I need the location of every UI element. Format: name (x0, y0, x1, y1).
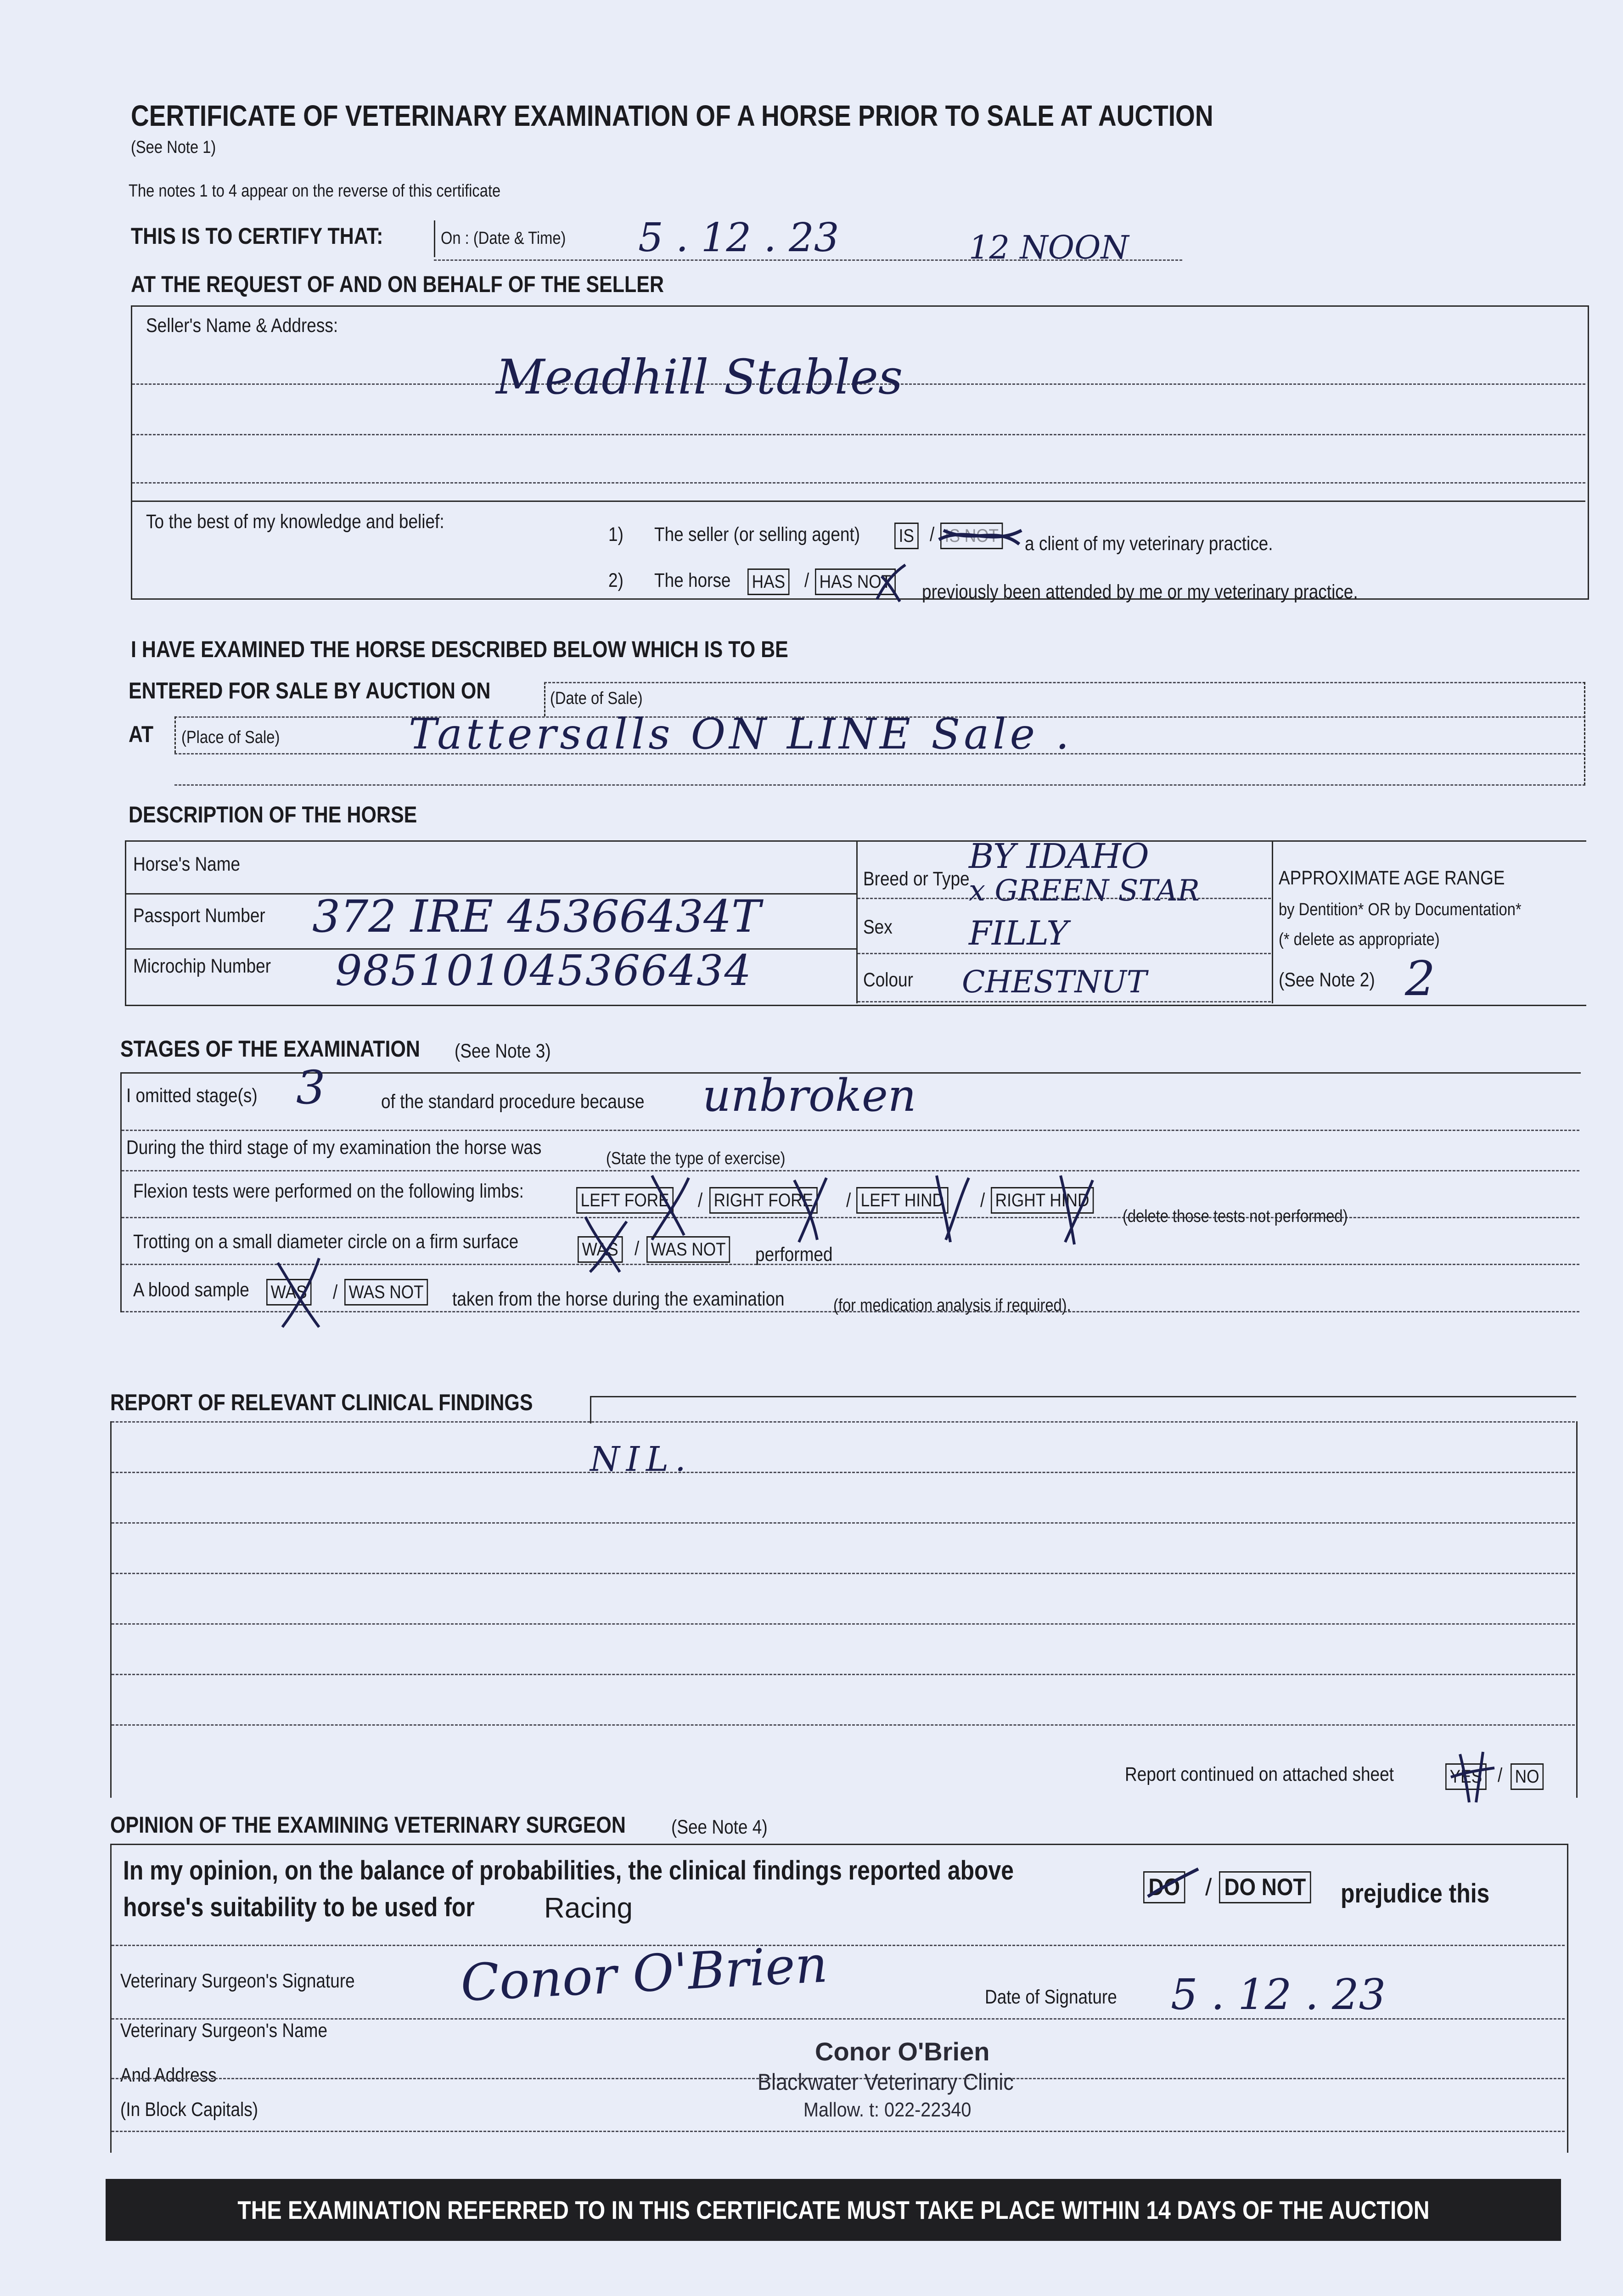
limb-right-fore[interactable]: RIGHT FORE (709, 1187, 818, 1214)
sex-line (858, 953, 1271, 954)
sale-heading-2: ENTERED FOR SALE BY AUCTION ON (129, 678, 491, 703)
sale-bottom-line (174, 784, 1585, 786)
report-heading: REPORT OF RELEVANT CLINICAL FINDINGS (110, 1390, 533, 1415)
colour-line (858, 1001, 1271, 1002)
report-line-7 (112, 1724, 1575, 1726)
breed-line-1[interactable]: BY IDAHO (969, 837, 1149, 876)
report-continued-label: Report continued on attached sheet (1125, 1763, 1394, 1785)
sale-date-top-line (544, 682, 1585, 683)
limb-left-fore[interactable]: LEFT FORE (576, 1187, 674, 1214)
passport-value[interactable]: 372 IRE 45366434T (312, 891, 761, 942)
opinion-see-note: (See Note 4) (671, 1816, 768, 1838)
horse-name-label: Horse's Name (133, 853, 241, 875)
omitted-because: of the standard procedure because (381, 1091, 645, 1113)
stages-line-1 (122, 1130, 1579, 1131)
sex-label: Sex (863, 916, 893, 938)
vet-block-capitals-label: (In Block Capitals) (120, 2099, 258, 2121)
description-right-divider (1272, 840, 1273, 1003)
omitted-reason-value[interactable]: unbroken (702, 1070, 916, 1121)
horse-has-option[interactable]: HAS (747, 568, 790, 595)
age-range-note: (See Note 2) (1279, 969, 1375, 991)
stages-line-3 (122, 1217, 1579, 1218)
stages-line-4 (122, 1264, 1579, 1265)
report-finding-value[interactable]: NIL. (590, 1440, 692, 1479)
seller-name-label: Seller's Name & Address: (146, 315, 338, 337)
trot-slash: / (635, 1238, 640, 1260)
sale-place-divider (174, 716, 176, 753)
age-range-heading: APPROXIMATE AGE RANGE (1279, 867, 1505, 889)
certify-date-value[interactable]: 5 . 12 . 23 (638, 215, 839, 261)
report-line-2 (112, 1472, 1575, 1473)
microchip-label: Microchip Number (133, 955, 271, 977)
report-yes-option[interactable]: YES (1445, 1763, 1487, 1790)
knowledge-item-2-num: 2) (608, 569, 623, 591)
blood-label: A blood sample (133, 1279, 249, 1301)
stages-heading: STAGES OF THE EXAMINATION (120, 1036, 420, 1062)
certify-label: THIS IS TO CERTIFY THAT: (131, 223, 383, 249)
opinion-slash: / (1205, 1874, 1212, 1901)
stamp-clinic: Blackwater Veterinary Clinic (758, 2069, 1014, 2095)
opinion-do-option[interactable]: DO (1143, 1871, 1185, 1903)
opinion-use-value[interactable]: Racing (544, 1892, 633, 1924)
third-stage-label: During the third stage of my examination the horse was (126, 1137, 542, 1159)
report-top-right-line (590, 1396, 1576, 1397)
horse-has-not-option[interactable]: HAS NOT (815, 568, 896, 595)
sale-date-label: (Date of Sale) (550, 689, 643, 708)
breed-label: Breed or Type (863, 868, 970, 890)
trotting-label: Trotting on a small diameter circle on a firm surface (133, 1231, 519, 1253)
report-line-4 (112, 1573, 1575, 1574)
opinion-heading: OPINION OF THE EXAMINING VETERINARY SURGEON (110, 1812, 626, 1838)
sex-value[interactable]: FILLY (969, 914, 1068, 952)
limb-slash-2: / (846, 1189, 851, 1211)
seller-heading: AT THE REQUEST OF AND ON BEHALF OF THE SELLER (131, 271, 664, 297)
footer-banner (106, 2179, 1561, 2241)
date-signature-value[interactable]: 5 . 12 . 23 (1171, 1970, 1386, 2019)
opinion-line-1: In my opinion, on the balance of probabilities, the clinical findings reported above (123, 1856, 1014, 1885)
flexion-note: (delete those tests not performed) (1123, 1207, 1348, 1226)
limb-slash-1: / (698, 1189, 703, 1211)
knowledge-item-2-suffix: previously been attended by me or my veterinary practice. (922, 581, 1358, 603)
seller-is-not-option[interactable]: IS NOT (940, 523, 1003, 549)
opinion-line-1-suffix: prejudice this (1341, 1879, 1490, 1908)
footer-banner-text: THE EXAMINATION REFERRED TO IN THIS CERTIFICATE MUST TAKE PLACE WITHIN 14 DAYS OF THE AUCTION (237, 2195, 1430, 2224)
knowledge-label: To the best of my knowledge and belief: (146, 511, 444, 533)
report-box (110, 1421, 1578, 1798)
title-see-note: (See Note 1) (131, 138, 216, 157)
trot-suffix: performed (755, 1244, 833, 1266)
certificate-title: CERTIFICATE OF VETERINARY EXAMINATION OF A HORSE PRIOR TO SALE AT AUCTION (131, 99, 1213, 132)
opinion-line-sep-1 (112, 1945, 1565, 1946)
third-stage-note: (State the type of exercise) (606, 1149, 786, 1168)
blood-was-option[interactable]: WAS (266, 1279, 311, 1306)
opinion-do-not-option[interactable]: DO NOT (1219, 1871, 1311, 1903)
trot-was-option[interactable]: WAS (578, 1236, 623, 1263)
trot-was-not-option[interactable]: WAS NOT (646, 1236, 730, 1263)
limb-slash-3: / (980, 1189, 985, 1211)
omitted-label: I omitted stage(s) (126, 1085, 258, 1107)
knowledge-item-1-suffix: a client of my veterinary practice. (1025, 533, 1273, 555)
report-line-1 (112, 1421, 1575, 1423)
notes-line: The notes 1 to 4 appear on the reverse of this certificate (129, 181, 501, 201)
sale-heading-1: I HAVE EXAMINED THE HORSE DESCRIBED BELOW WHICH IS TO BE (131, 636, 788, 662)
signature-value[interactable]: Conor O'Brien (459, 1935, 829, 2013)
age-value[interactable]: 2 (1405, 951, 1436, 1007)
stamp-name: Conor O'Brien (815, 2037, 990, 2066)
opinion-line-sep-2 (112, 2018, 1565, 2020)
seller-name-value[interactable]: Meadhill Stables (496, 349, 903, 405)
signature-label: Veterinary Surgeon's Signature (120, 1970, 355, 1992)
date-signature-label: Date of Signature (985, 1986, 1117, 2008)
vet-address-label: And Address (120, 2064, 217, 2086)
knowledge-item-1-num: 1) (608, 523, 623, 546)
knowledge-item-1-text: The seller (or selling agent) (654, 523, 860, 546)
breed-line-2[interactable]: x GREEN STAR (969, 874, 1200, 908)
on-divider (434, 220, 435, 257)
blood-slash: / (333, 1281, 338, 1303)
colour-value[interactable]: CHESTNUT (962, 964, 1147, 1000)
seller-line-2 (132, 434, 1585, 435)
report-heading-divider (590, 1396, 591, 1424)
report-no-option[interactable]: NO (1511, 1763, 1544, 1790)
report-line-5 (112, 1623, 1575, 1625)
stages-see-note: (See Note 3) (455, 1040, 551, 1062)
omitted-stage-value[interactable]: 3 (296, 1061, 326, 1114)
passport-label: Passport Number (133, 905, 265, 927)
opinion-line-2: horse's suitability to be used for (123, 1892, 475, 1922)
description-heading: DESCRIPTION OF THE HORSE (129, 802, 417, 827)
age-range-by: by Dentition* OR by Documentation* (1279, 900, 1522, 919)
blood-was-not-option[interactable]: WAS NOT (344, 1279, 428, 1306)
stages-line-2 (122, 1170, 1579, 1171)
seller-line-3 (132, 482, 1585, 484)
sale-place-value[interactable]: Tattersalls ON LINE Sale . (409, 709, 1073, 759)
description-mid-divider (856, 840, 858, 1003)
certify-time-value[interactable]: 12 NOON (969, 229, 1129, 266)
colour-label: Colour (863, 969, 913, 991)
report-slash: / (1498, 1764, 1503, 1786)
report-line-6 (112, 1674, 1575, 1675)
limb-left-hind[interactable]: LEFT HIND (856, 1187, 949, 1214)
flexion-label: Flexion tests were performed on the following limbs: (133, 1180, 524, 1202)
report-line-3 (112, 1522, 1575, 1524)
sale-right-border (1584, 682, 1585, 785)
limb-right-hind[interactable]: RIGHT HIND (991, 1187, 1094, 1214)
blood-suffix: taken from the horse during the examination (452, 1288, 785, 1310)
vet-name-label: Veterinary Surgeon's Name (120, 2020, 328, 2042)
slash-2: / (804, 569, 809, 591)
age-range-delete: (* delete as appropriate) (1279, 930, 1440, 949)
seller-is-option[interactable]: IS (894, 523, 919, 549)
sale-place-label: (Place of Sale) (181, 728, 280, 747)
opinion-line-sep-4 (112, 2131, 1565, 2132)
microchip-value[interactable]: 985101045366434 (335, 946, 752, 995)
at-label: AT (129, 721, 154, 747)
slash-1: / (930, 523, 935, 546)
knowledge-item-2-text: The horse (654, 569, 731, 591)
stamp-town: Mallow. t: 022-22340 (803, 2099, 972, 2121)
seller-knowledge-divider (132, 501, 1585, 502)
on-date-time-label: On : (Date & Time) (441, 229, 566, 248)
blood-note: (for medication analysis if required). (833, 1296, 1071, 1315)
